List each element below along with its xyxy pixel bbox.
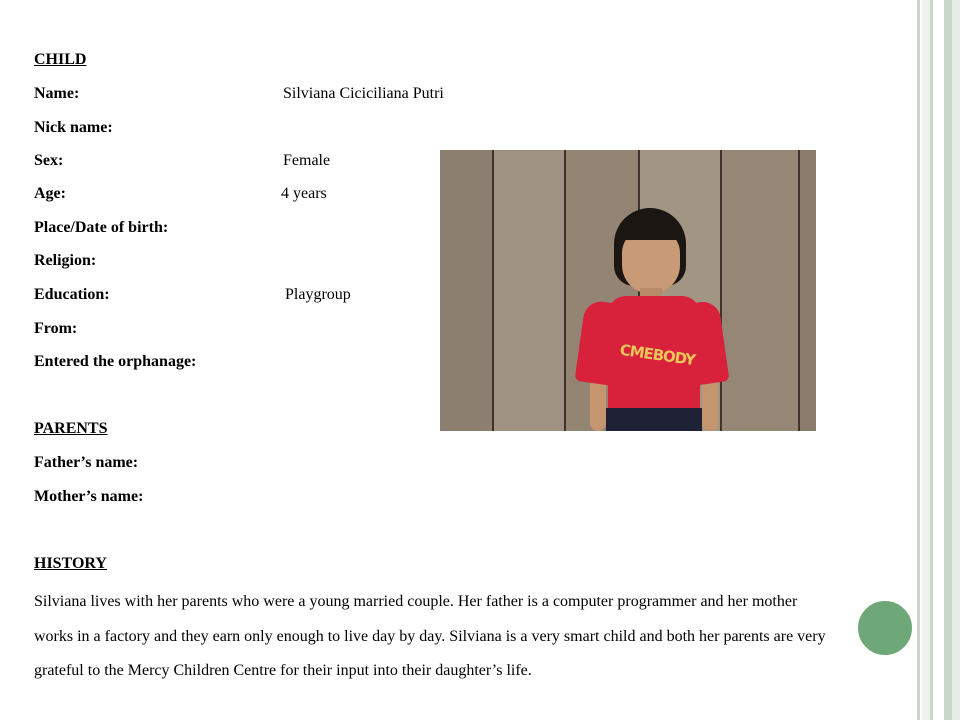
border-stripe xyxy=(933,0,944,720)
wood-plank xyxy=(440,150,492,431)
father-label: Father’s name: xyxy=(34,454,139,471)
entered-label: Entered the orphanage: xyxy=(34,353,197,370)
name-value: Silviana Ciciciliana Putri xyxy=(283,85,444,102)
education-label: Education: xyxy=(34,286,110,303)
decorative-circle xyxy=(856,599,914,657)
age-value: 4 years xyxy=(281,185,327,202)
from-label: From: xyxy=(34,320,78,337)
border-stripe xyxy=(917,0,920,720)
mother-label: Mother’s name: xyxy=(34,488,144,505)
religion-label: Religion: xyxy=(34,252,97,269)
history-heading: HISTORY xyxy=(34,555,107,572)
child-photo xyxy=(440,150,816,431)
parents-heading: PARENTS xyxy=(34,420,108,437)
shirt-print: CMEBODY xyxy=(618,340,697,370)
child-bangs xyxy=(620,212,682,240)
sex-value: Female xyxy=(283,152,331,169)
sex-label: Sex: xyxy=(34,152,64,169)
border-stripe xyxy=(952,0,960,720)
age-label: Age: xyxy=(34,185,66,202)
history-text: Silviana lives with her parents who were a young married couple. Her father is a computer programmer and her mother works in a factory and they earn only enough to live day by day. Silviana is a very smart child and both her parents are very grateful to the Mercy Children Centre for their input into their daughter’s life. xyxy=(34,593,826,679)
border-stripe xyxy=(944,0,952,720)
wood-plank xyxy=(494,150,564,431)
child-shorts xyxy=(606,408,702,431)
child-heading: CHILD xyxy=(34,51,87,68)
wood-plank xyxy=(800,150,816,431)
wood-plank xyxy=(722,150,798,431)
name-label: Name: xyxy=(34,85,80,102)
nickname-label: Nick name: xyxy=(34,119,113,136)
border-stripe xyxy=(922,0,930,720)
education-value: Playgroup xyxy=(285,286,351,303)
birth-label: Place/Date of birth: xyxy=(34,219,169,236)
